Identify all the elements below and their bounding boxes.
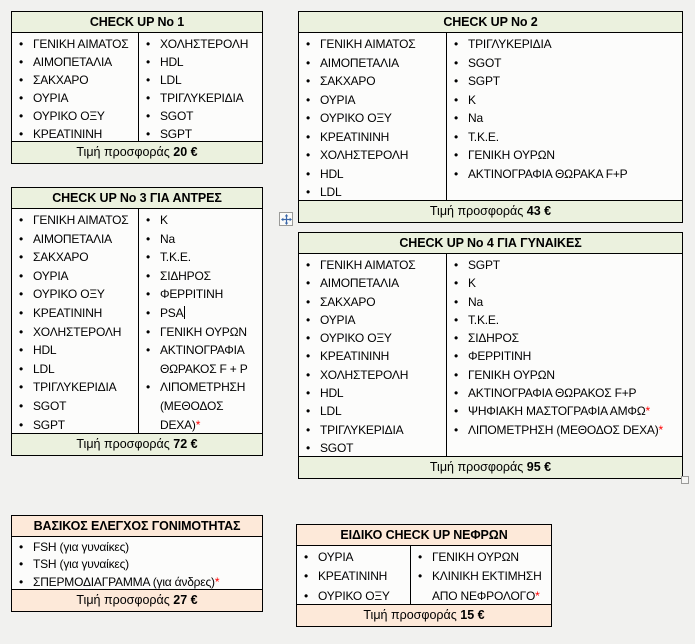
list-item[interactable] xyxy=(12,285,138,304)
required-asterisk: * xyxy=(535,588,540,603)
item-text: ΤΡΙΓΛΥΚΕΡΙΔΙΑ xyxy=(320,422,404,437)
table-title[interactable]: CHECK UP No 4 ΓΙΑ ΓΥΝΑΙΚΕΣ xyxy=(299,233,682,254)
bullet-icon: • xyxy=(454,148,459,162)
list-item[interactable] xyxy=(139,89,262,107)
item-text: ΚΡΕΑΤΙΝΙΝΗ xyxy=(320,129,390,144)
item-text: Τ.Κ.Ε. xyxy=(468,312,499,327)
required-asterisk: * xyxy=(214,574,220,589)
table-column xyxy=(139,33,262,141)
bullet-icon: • xyxy=(306,276,311,291)
list-item[interactable] xyxy=(139,304,262,323)
table-body xyxy=(297,546,551,604)
item-text: K xyxy=(468,276,476,291)
bullet-icon: • xyxy=(19,287,24,302)
table-column xyxy=(12,209,139,433)
bullet-icon: • xyxy=(306,148,311,162)
item-text: ΟΥΡΙΑ xyxy=(318,550,354,564)
price-value: 27 € xyxy=(173,593,198,607)
item-text: ΑΚΤΙΝΟΓΡΑΦΙΑ ΘΩΡΑΚΑ F+P xyxy=(468,166,628,181)
bullet-icon: • xyxy=(19,91,24,105)
bullet-icon: • xyxy=(19,250,24,265)
item-text: ΚΡΕΑΤΙΝΙΝΗ xyxy=(33,305,103,320)
list-item[interactable] xyxy=(447,128,682,147)
item-text: ΑΙΜΟΠΕΤΑΛΙΑ xyxy=(33,231,112,246)
item-text: ΚΡΕΑΤΙΝΙΝΗ xyxy=(318,569,388,584)
bullet-icon: • xyxy=(454,276,459,291)
bullet-icon: • xyxy=(306,129,311,144)
bullet-icon: • xyxy=(19,398,24,413)
bullet-icon: • xyxy=(19,324,24,339)
table-checkup-no-3-men xyxy=(11,187,263,456)
item-text: HDL xyxy=(320,166,344,181)
bullet-icon: • xyxy=(19,109,24,123)
list-item[interactable] xyxy=(299,421,446,439)
item-text: ΣΙΔΗΡΟΣ xyxy=(468,331,519,346)
table-body xyxy=(299,33,682,200)
bullet-icon: • xyxy=(146,287,151,302)
bullet-icon: • xyxy=(306,367,311,382)
list-item[interactable] xyxy=(447,165,682,184)
list-item[interactable] xyxy=(447,146,682,165)
list-item[interactable] xyxy=(447,293,682,311)
list-item[interactable] xyxy=(12,397,138,416)
price-value: 95 € xyxy=(526,460,552,474)
bullet-icon: • xyxy=(19,343,24,358)
table-fertility-basic xyxy=(11,515,263,612)
bullet-icon: • xyxy=(146,91,151,105)
item-text: SGOT xyxy=(33,398,67,413)
bullet-icon: • xyxy=(306,422,311,437)
item-text: LDL xyxy=(320,185,342,199)
item-text: ΣΑΚΧΑΡΟ xyxy=(33,73,89,87)
list-item[interactable] xyxy=(447,256,682,274)
bullet-icon: • xyxy=(306,55,311,70)
list-item[interactable] xyxy=(12,211,138,230)
bullet-icon: • xyxy=(418,550,423,564)
price-label: Τιμή προσφοράς xyxy=(429,204,527,218)
item-text: ΓΕΝΙΚΗ ΑΙΜΑΤΟΣ xyxy=(33,37,129,51)
price-row[interactable] xyxy=(12,589,262,611)
bullet-icon: • xyxy=(306,74,311,88)
price-label: Τιμή προσφοράς xyxy=(76,437,174,451)
table-title[interactable]: ΕΙΔΙΚΟ CHECK UP ΝΕΦΡΩΝ xyxy=(297,525,551,546)
bullet-icon: • xyxy=(454,404,459,419)
bullet-icon: • xyxy=(454,111,459,125)
bullet-icon: • xyxy=(19,540,24,554)
list-item[interactable] xyxy=(139,125,262,141)
bullet-icon: • xyxy=(306,111,311,125)
price-label: Τιμή προσφοράς xyxy=(76,593,174,607)
list-item[interactable] xyxy=(139,323,262,342)
table-body xyxy=(12,537,262,589)
bullet-icon: • xyxy=(306,349,311,364)
item-text: ΤΡΙΓΛΥΚΕΡΙΔΙΑ xyxy=(160,91,244,105)
list-item[interactable] xyxy=(12,556,221,573)
bullet-icon: • xyxy=(454,422,459,437)
table-body xyxy=(12,209,262,433)
item-text: ΑΙΜΟΠΕΤΑΛΙΑ xyxy=(320,276,399,291)
bullet-icon: • xyxy=(454,349,459,364)
price-value: 72 € xyxy=(173,437,198,451)
list-item[interactable] xyxy=(299,109,446,128)
required-asterisk: * xyxy=(195,417,201,432)
item-text: ΑΙΜΟΠΕΤΑΛΙΑ xyxy=(320,55,399,70)
list-item[interactable] xyxy=(299,72,446,91)
list-item[interactable] xyxy=(12,125,138,141)
item-text: ΣΑΚΧΑΡΟ xyxy=(320,74,376,88)
price-value: 20 € xyxy=(173,145,198,159)
price-value: 43 € xyxy=(526,204,552,218)
bullet-icon: • xyxy=(306,386,311,401)
list-item[interactable] xyxy=(139,378,262,433)
bullet-icon: • xyxy=(306,92,311,107)
item-text: SGPT xyxy=(33,417,65,432)
price-row[interactable] xyxy=(299,200,682,222)
list-item[interactable] xyxy=(297,587,410,604)
table-move-handle-icon[interactable] xyxy=(279,212,293,226)
bullet-icon: • xyxy=(19,574,24,589)
bullet-icon: • xyxy=(146,268,151,283)
price-row[interactable] xyxy=(297,604,551,626)
item-text: SGOT xyxy=(468,55,502,70)
price-row[interactable] xyxy=(12,433,262,455)
item-text: ΓΕΝΙΚΗ ΑΙΜΑΤΟΣ xyxy=(33,213,129,227)
list-item[interactable] xyxy=(299,402,446,420)
table-checkup-no-4-women xyxy=(298,232,683,479)
item-text: LDL xyxy=(160,73,182,87)
list-item[interactable] xyxy=(12,360,138,379)
list-item[interactable] xyxy=(411,548,551,567)
bullet-icon: • xyxy=(146,127,151,141)
list-item[interactable] xyxy=(297,548,410,567)
item-text: ΧΟΛΗΣΤΕΡΟΛΗ xyxy=(160,37,249,51)
item-text: LDL xyxy=(33,361,55,376)
list-item[interactable] xyxy=(139,71,262,89)
list-item[interactable] xyxy=(299,329,446,347)
list-item[interactable] xyxy=(299,165,446,184)
bullet-icon: • xyxy=(146,250,151,265)
price-value: 15 € xyxy=(460,608,485,622)
list-item[interactable] xyxy=(139,267,262,286)
item-text: ΣΑΚΧΑΡΟ xyxy=(33,250,89,265)
list-item[interactable] xyxy=(447,35,682,54)
list-item[interactable] xyxy=(12,539,221,556)
item-text: ΟΥΡΙΚΟ ΟΞΥ xyxy=(33,287,105,302)
item-text: ΟΥΡΙΑ xyxy=(320,92,356,107)
list-item[interactable] xyxy=(12,35,138,53)
item-text: ΑΚΤΙΝΟΓΡΑΦΙΑ ΘΩΡΑΚΟΣ F+P xyxy=(468,386,637,401)
item-text: ΚΡΕΑΤΙΝΙΝΗ xyxy=(320,349,390,364)
bullet-icon: • xyxy=(454,92,459,107)
table-kidney-checkup xyxy=(296,524,552,627)
list-item[interactable] xyxy=(12,248,138,267)
item-text: ΨΗΦΙΑΚΗ ΜΑΣΤΟΓΡΑΦΙΑ ΑΜΦΩ xyxy=(468,404,646,419)
bullet-icon: • xyxy=(19,417,24,432)
list-item[interactable] xyxy=(12,107,138,125)
item-text: ΟΥΡΙΚΟ ΟΞΥ xyxy=(320,111,392,125)
item-text: ΟΥΡΙΑ xyxy=(320,312,356,327)
bullet-icon: • xyxy=(454,37,459,51)
item-text: ΚΡΕΑΤΙΝΙΝΗ xyxy=(33,127,103,141)
bullet-icon: • xyxy=(19,305,24,320)
table-resize-handle[interactable] xyxy=(681,476,689,484)
list-item[interactable] xyxy=(12,304,138,323)
bullet-icon: • xyxy=(306,185,311,199)
bullet-icon: • xyxy=(146,213,151,227)
price-label: Τιμή προσφοράς xyxy=(429,460,527,474)
bullet-icon: • xyxy=(306,404,311,419)
item-text: ΑΚΤΙΝΟΓΡΑΦΙΑ ΘΩΡΑΚΟΣ F + P xyxy=(160,343,248,376)
list-item[interactable] xyxy=(447,311,682,329)
list-item[interactable] xyxy=(139,53,262,71)
item-text: ΤΡΙΓΛΥΚΕΡΙΔΙΑ xyxy=(33,380,117,395)
bullet-icon: • xyxy=(146,37,151,51)
item-text: PSA xyxy=(160,305,184,320)
item-text: ΟΥΡΙΚΟ ΟΞΥ xyxy=(33,109,105,123)
list-item[interactable] xyxy=(447,91,682,110)
list-item[interactable] xyxy=(299,293,446,311)
item-text: ΦΕΡΡΙΤΙΝΗ xyxy=(468,349,532,364)
bullet-icon: • xyxy=(306,331,311,346)
item-text: ΟΥΡΙΚΟ ΟΞΥ xyxy=(318,588,390,603)
item-text: ΣΙΔΗΡΟΣ xyxy=(160,268,211,283)
item-text: SGPT xyxy=(468,74,500,88)
list-item[interactable] xyxy=(447,347,682,365)
list-item[interactable] xyxy=(299,54,446,73)
list-item[interactable] xyxy=(447,329,682,347)
table-column xyxy=(12,537,221,589)
item-text: SGOT xyxy=(160,109,194,123)
list-item[interactable] xyxy=(12,341,138,360)
table-body xyxy=(12,33,262,141)
list-item[interactable] xyxy=(12,416,138,433)
move-arrows-icon xyxy=(281,214,292,225)
bullet-icon: • xyxy=(146,109,151,123)
item-text: ΓΕΝΙΚΗ ΑΙΜΑΤΟΣ xyxy=(320,37,416,51)
list-item[interactable] xyxy=(299,311,446,329)
bullet-icon: • xyxy=(304,569,309,584)
table-column xyxy=(12,33,139,141)
table-checkup-no-1 xyxy=(11,11,263,164)
list-item[interactable] xyxy=(299,183,446,200)
list-item[interactable] xyxy=(139,35,262,53)
list-item[interactable] xyxy=(297,567,410,586)
item-text: HDL xyxy=(33,343,57,358)
item-text: ΟΥΡΙΑ xyxy=(33,91,69,105)
list-item[interactable] xyxy=(447,274,682,292)
required-asterisk: * xyxy=(658,422,663,437)
table-column xyxy=(299,33,447,200)
item-text: SGPT xyxy=(160,127,192,141)
bullet-icon: • xyxy=(306,258,311,272)
item-text: ΓΕΝΙΚΗ ΟΥΡΩΝ xyxy=(160,324,247,339)
bullet-icon: • xyxy=(454,258,459,272)
item-text: LDL xyxy=(320,404,342,419)
list-item[interactable] xyxy=(299,256,446,274)
list-item[interactable] xyxy=(12,71,138,89)
list-item[interactable] xyxy=(447,366,682,384)
table-column xyxy=(447,254,682,456)
bullet-icon: • xyxy=(454,74,459,88)
list-item[interactable] xyxy=(139,211,262,230)
price-label: Τιμή προσφοράς xyxy=(363,608,461,622)
item-text: ΣΠΕΡΜΟΔΙΑΓΡΑΜΜΑ (για άνδρες) xyxy=(33,574,215,589)
bullet-icon: • xyxy=(19,37,24,51)
list-item[interactable] xyxy=(447,54,682,73)
item-text: Na xyxy=(468,294,483,309)
item-text: ΓΕΝΙΚΗ ΟΥΡΩΝ xyxy=(468,148,555,162)
list-item[interactable] xyxy=(12,378,138,397)
table-title[interactable]: ΒΑΣΙΚΟΣ ΕΛΕΓΧΟΣ ΓΟΝΙΜΟΤΗΤΑΣ xyxy=(12,516,262,537)
bullet-icon: • xyxy=(19,557,24,572)
bullet-icon: • xyxy=(19,268,24,283)
item-text: TSH (για γυναίκες) xyxy=(33,557,129,572)
table-column xyxy=(297,546,411,604)
table-title[interactable]: CHECK UP No 2 xyxy=(299,12,682,33)
list-item[interactable] xyxy=(299,439,446,456)
list-item[interactable] xyxy=(299,35,446,54)
price-row[interactable] xyxy=(299,456,682,478)
item-text: ΦΕΡΡΙΤΙΝΗ xyxy=(160,287,224,302)
bullet-icon: • xyxy=(146,343,151,358)
bullet-icon: • xyxy=(454,331,459,346)
list-item[interactable] xyxy=(447,109,682,128)
item-text: ΟΥΡΙΑ xyxy=(33,268,69,283)
table-column xyxy=(139,209,262,433)
list-item[interactable] xyxy=(12,574,221,589)
bullet-icon: • xyxy=(146,380,151,395)
item-text: HDL xyxy=(320,386,344,401)
list-item[interactable] xyxy=(139,248,262,267)
item-text: ΧΟΛΗΣΤΕΡΟΛΗ xyxy=(320,367,409,382)
list-item[interactable] xyxy=(447,402,682,420)
bullet-icon: • xyxy=(304,588,309,603)
bullet-icon: • xyxy=(19,231,24,246)
table-body xyxy=(299,254,682,456)
list-item[interactable] xyxy=(299,128,446,147)
bullet-icon: • xyxy=(454,166,459,181)
bullet-icon: • xyxy=(19,55,24,69)
bullet-icon: • xyxy=(19,380,24,395)
bullet-icon: • xyxy=(19,361,24,376)
list-item[interactable] xyxy=(139,107,262,125)
item-text: Na xyxy=(160,231,175,246)
item-text: ΚΛΙΝΙΚΗ ΕΚΤΙΜΗΣΗ ΑΠΟ ΝΕΦΡΟΛΟΓΟ xyxy=(432,569,542,603)
item-text: Τ.Κ.Ε. xyxy=(468,129,499,144)
item-text: ΧΟΛΗΣΤΕΡΟΛΗ xyxy=(33,324,122,339)
price-row[interactable] xyxy=(12,141,262,163)
item-text: SGOT xyxy=(320,440,354,455)
list-item[interactable] xyxy=(299,91,446,110)
list-item[interactable] xyxy=(299,384,446,402)
list-item[interactable] xyxy=(12,267,138,286)
table-checkup-no-2 xyxy=(298,11,683,223)
table-title[interactable]: CHECK UP No 1 xyxy=(12,12,262,33)
item-text: ΛΙΠΟΜΕΤΡΗΣΗ (ΜΕΘΟΔΟΣ DEXA) xyxy=(468,422,659,437)
item-text: ΟΥΡΙΚΟ ΟΞΥ xyxy=(320,331,392,346)
bullet-icon: • xyxy=(418,569,423,584)
bullet-icon: • xyxy=(306,166,311,181)
list-item[interactable] xyxy=(139,285,262,304)
table-title[interactable]: CHECK UP No 3 ΓΙΑ ΑΝΤΡΕΣ xyxy=(12,188,262,209)
bullet-icon: • xyxy=(304,550,309,564)
item-text: ΑΙΜΟΠΕΤΑΛΙΑ xyxy=(33,55,112,69)
bullet-icon: • xyxy=(306,440,311,455)
bullet-icon: • xyxy=(454,312,459,327)
list-item[interactable] xyxy=(12,89,138,107)
item-text: ΓΕΝΙΚΗ ΑΙΜΑΤΟΣ xyxy=(320,258,416,272)
bullet-icon: • xyxy=(146,305,151,320)
item-text: Τ.Κ.Ε. xyxy=(160,250,191,265)
list-item[interactable] xyxy=(447,384,682,402)
list-item[interactable] xyxy=(411,567,551,604)
item-text: HDL xyxy=(160,55,184,69)
bullet-icon: • xyxy=(306,312,311,327)
item-text: FSH (για γυναίκες) xyxy=(33,540,129,554)
price-label: Τιμή προσφοράς xyxy=(76,145,174,159)
item-text: ΣΑΚΧΑΡΟ xyxy=(320,294,376,309)
list-item[interactable] xyxy=(139,230,262,249)
item-text: K xyxy=(468,92,476,107)
item-text: ΧΟΛΗΣΤΕΡΟΛΗ xyxy=(320,148,409,162)
item-text: SGPT xyxy=(468,258,500,272)
item-text: ΤΡΙΓΛΥΚΕΡΙΔΙΑ xyxy=(468,37,552,51)
item-text: K xyxy=(160,213,168,227)
bullet-icon: • xyxy=(454,129,459,144)
bullet-icon: • xyxy=(454,55,459,70)
bullet-icon: • xyxy=(19,127,24,141)
list-item[interactable] xyxy=(447,72,682,91)
bullet-icon: • xyxy=(146,231,151,246)
text-cursor xyxy=(184,306,185,319)
list-item[interactable] xyxy=(299,347,446,365)
bullet-icon: • xyxy=(306,37,311,51)
bullet-icon: • xyxy=(19,213,24,227)
list-item[interactable] xyxy=(12,53,138,71)
bullet-icon: • xyxy=(146,324,151,339)
item-text: ΓΕΝΙΚΗ ΟΥΡΩΝ xyxy=(432,550,519,564)
bullet-icon: • xyxy=(19,73,24,87)
item-text: Na xyxy=(468,111,483,125)
list-item[interactable] xyxy=(12,323,138,342)
bullet-icon: • xyxy=(454,386,459,401)
bullet-icon: • xyxy=(146,73,151,87)
table-column xyxy=(299,254,447,456)
list-item[interactable] xyxy=(447,421,682,439)
list-item[interactable] xyxy=(299,366,446,384)
item-text: ΛΙΠΟΜΕΤΡΗΣΗ (ΜΕΘΟΔΟΣ DEXA) xyxy=(160,380,246,432)
table-column xyxy=(447,33,682,200)
list-item[interactable] xyxy=(299,146,446,165)
list-item[interactable] xyxy=(139,341,262,378)
item-text: ΓΕΝΙΚΗ ΟΥΡΩΝ xyxy=(468,367,555,382)
required-asterisk: * xyxy=(645,404,651,419)
bullet-icon: • xyxy=(454,294,459,309)
bullet-icon: • xyxy=(306,294,311,309)
bullet-icon: • xyxy=(146,55,151,69)
table-column xyxy=(411,546,551,604)
bullet-icon: • xyxy=(454,367,459,382)
list-item[interactable] xyxy=(299,274,446,292)
list-item[interactable] xyxy=(12,230,138,249)
